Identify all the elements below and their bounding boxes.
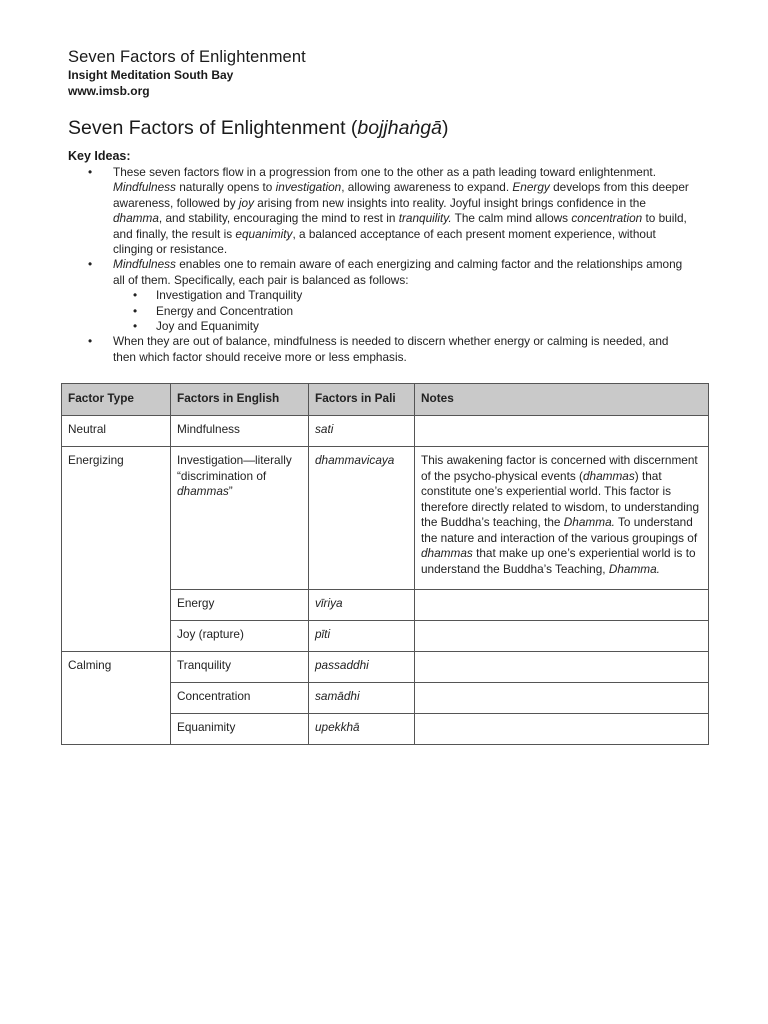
idea-text: , and stability, encouraging the mind to rest in: [158, 211, 399, 226]
column-header-pali: Factors in Pali: [309, 384, 415, 416]
factors-table: [61, 383, 709, 745]
cell-text: ) that constitute one’s experiential world. This factor is therefore directly related to wisdom, to understanding the Buddha’s teaching, the: [421, 468, 700, 529]
idea-emphasis: Mindfulness: [113, 180, 176, 195]
cell-emphasis: dhammas: [177, 484, 229, 498]
cell-text: This awakening factor is concerned with discernment of the psycho-physical events (: [421, 453, 698, 483]
table-header-row: [62, 384, 709, 416]
cell-pali: samādhi: [309, 683, 415, 714]
list-item: [88, 257, 694, 288]
cell-english: Tranquility: [171, 652, 309, 683]
cell-text: that make up one’s experiential world is to understand the Buddha’s Teaching,: [421, 546, 696, 576]
cell-emphasis: dhammas: [421, 546, 473, 560]
page-title: [68, 117, 449, 140]
pair-text: Energy and Concentration: [156, 303, 294, 318]
idea-emphasis: Energy: [512, 180, 550, 195]
sub-list-item: [88, 319, 694, 334]
bullet-icon: •: [88, 257, 93, 272]
header-organization: Insight Meditation South Bay: [68, 68, 234, 82]
bullet-icon: •: [133, 288, 138, 303]
page-title-pali: bojjhaṅgā: [357, 117, 442, 139]
idea-text: naturally opens to: [175, 180, 276, 195]
idea-text: The calm mind allows: [451, 211, 572, 226]
column-header-english: Factors in English: [171, 384, 309, 416]
key-ideas-heading: Key Ideas:: [68, 149, 131, 163]
cell-notes: [415, 447, 709, 590]
cell-emphasis: Dhamma.: [563, 515, 615, 529]
list-item: [88, 165, 694, 257]
idea-text: When they are out of balance, mindfulness is needed to discern whether energy or calming is needed, and then which factor should receive more or less emphasis.: [113, 334, 669, 364]
table-row: [62, 652, 709, 683]
cell-english: Equanimity: [171, 714, 309, 745]
cell-pali: vīriya: [309, 590, 415, 621]
idea-emphasis: concentration: [571, 211, 643, 226]
sub-list-item: [88, 304, 694, 319]
table-row: [62, 447, 709, 590]
page-title-text: Seven Factors of Enlightenment (: [68, 117, 358, 139]
pair-text: Investigation and Tranquility: [156, 288, 303, 303]
cell-pali: pīti: [309, 621, 415, 652]
bullet-icon: •: [88, 165, 93, 179]
cell-text: To understand the nature and interaction of the various groupings of: [421, 515, 698, 545]
cell-pali: upekkhā: [309, 714, 415, 745]
idea-emphasis: dhamma: [113, 211, 159, 226]
cell-notes: [415, 652, 709, 683]
cell-english: Joy (rapture): [171, 621, 309, 652]
idea-emphasis: Mindfulness: [113, 257, 176, 272]
cell-notes: [415, 683, 709, 714]
cell-english: Energy: [171, 590, 309, 621]
idea-emphasis: joy: [238, 195, 254, 210]
page-title-close: ): [442, 117, 449, 139]
pair-text: Joy and Equanimity: [156, 319, 259, 334]
cell-english: [171, 447, 309, 590]
idea-text: , a balanced acceptance of each present moment experience, without clinging or resistance.: [113, 226, 656, 257]
header-url: www.imsb.org: [68, 84, 150, 98]
idea-text: , allowing awareness to expand.: [341, 180, 513, 195]
cell-emphasis: dhammas: [582, 468, 635, 483]
column-header-factor-type: Factor Type: [62, 384, 171, 416]
idea-text: develops from this deeper awareness, followed by: [113, 180, 689, 210]
table-row: [62, 416, 709, 447]
cell-notes: [415, 714, 709, 745]
cell-factor-type: Energizing: [62, 447, 171, 652]
idea-text: These seven factors flow in a progression from one to the other as a path leading toward enlightenment.: [113, 165, 656, 179]
cell-text: Investigation—literally “discrimination of: [177, 453, 292, 483]
cell-english: Concentration: [171, 683, 309, 714]
sub-list-item: [88, 288, 694, 303]
key-ideas-list: [88, 165, 694, 365]
idea-emphasis: equanimity: [235, 226, 293, 241]
cell-emphasis: Dhamma.: [608, 561, 660, 576]
cell-pali: passaddhi: [309, 652, 415, 683]
list-item: [88, 334, 694, 365]
bullet-icon: •: [133, 319, 138, 334]
cell-english: Mindfulness: [171, 416, 309, 447]
bullet-icon: •: [133, 303, 138, 318]
idea-text: arising from new insights into reality. Joyful insight brings confidence in the: [254, 195, 646, 210]
bullet-icon: •: [88, 334, 93, 349]
cell-pali: sati: [309, 416, 415, 447]
idea-text: to build, and finally, the result is: [113, 211, 687, 241]
cell-factor-type: Calming: [62, 652, 171, 745]
column-header-notes: Notes: [415, 384, 709, 416]
idea-emphasis: tranquility.: [398, 211, 452, 226]
cell-notes: [415, 416, 709, 447]
cell-factor-type: Neutral: [62, 416, 171, 447]
idea-text: enables one to remain aware of each energizing and calming factor and the relationships among all of them. Specifically, each pair is balanced as follows:: [113, 257, 683, 287]
idea-emphasis: investigation: [275, 180, 342, 195]
header-title: Seven Factors of Enlightenment: [68, 48, 306, 66]
cell-notes: [415, 590, 709, 621]
cell-pali: dhammavicaya: [309, 447, 415, 590]
cell-notes: [415, 621, 709, 652]
cell-text: ”: [228, 484, 233, 498]
